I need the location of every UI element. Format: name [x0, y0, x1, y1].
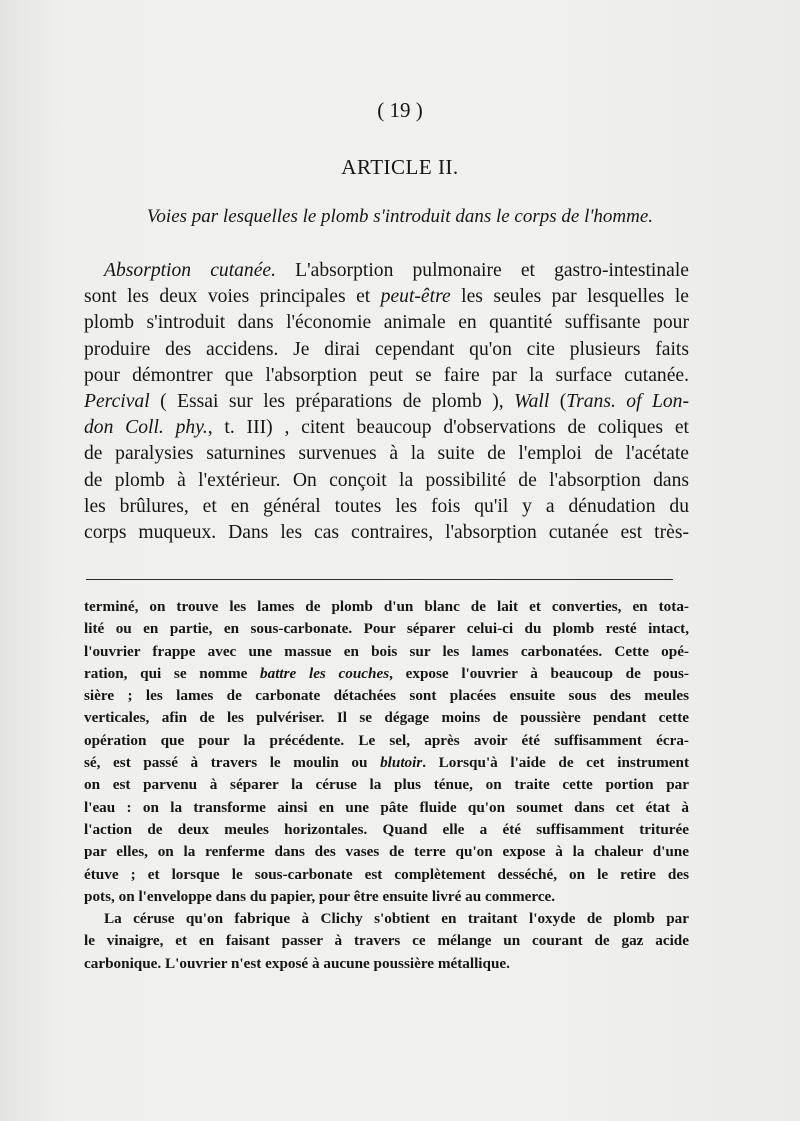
text-segment: on est parvenu à séparer la céruse la plus ténue, on traite cette portion par: [84, 776, 689, 794]
text-segment: pots, on l'enveloppe dans du papier, pour être ensuite livré au commerce.: [84, 887, 556, 905]
footnote-divider: [86, 579, 673, 580]
main-paragraph: [84, 258, 689, 546]
text-segment: ( Essai sur les préparations de plomb ),: [149, 391, 515, 413]
main-line-1: [84, 284, 689, 310]
page-number: ( 19 ): [377, 98, 423, 122]
text-segment: La céruse qu'on fabrique à Clichy s'obtient en traitant l'oxyde de plomb par: [104, 910, 689, 928]
footnote-line-6: [84, 730, 689, 752]
text-segment: étuve ; et lorsque le sous-carbonate est complètement desséché, on le retire des: [84, 865, 689, 883]
main-lead: Absorption cutanée.: [104, 260, 277, 281]
main-line-3: [84, 337, 689, 363]
text-segment: plomb s'introduit dans l'économie animale en quantité suffisante pour: [84, 312, 689, 334]
italic-text: don Coll. phy.: [84, 417, 208, 439]
main-line-5: [84, 389, 689, 415]
text-segment: sont les deux voies principales et: [84, 286, 381, 308]
footnote-line-1: [84, 618, 689, 640]
text-segment: pour démontrer que l'absorption peut se faire par la surface cutanée.: [84, 364, 689, 386]
text-segment: sé, est passé à travers le moulin ou: [84, 754, 381, 772]
text-segment: le vinaigre, et en faisant passer à travers ce mélange un courant de gaz acide: [84, 932, 689, 950]
footnote-line-3: [84, 663, 689, 685]
main-line-8: [84, 468, 689, 494]
text-segment: les seules par lesquelles le: [450, 286, 689, 308]
footnote-line-11: [84, 841, 689, 863]
text-segment: les brûlures, et en général toutes les fois qu'il y a dénudation du: [84, 495, 689, 517]
footnote-line-0: [84, 596, 689, 618]
footnote-p2-line-0: [84, 908, 689, 930]
main-line-0-text: L'absorption pulmonaire et gastro-intestinale: [276, 260, 690, 281]
footnote-line-5: [84, 707, 689, 729]
footnote-line-13: [84, 886, 689, 908]
footnote-line-8: [84, 774, 689, 796]
main-line-2: [84, 310, 689, 336]
main-line-6: [84, 415, 689, 441]
text-segment: (: [549, 391, 567, 413]
footnote-line-12: [84, 864, 689, 886]
text-segment: l'action de deux meules horizontales. Quand elle a été suffisamment triturée: [84, 820, 689, 838]
text-segment: , expose l'ouvrier à beaucoup de pous-: [389, 664, 689, 682]
text-segment: lité ou en partie, en sous-carbonate. Pour séparer celui-ci du plomb resté intact,: [84, 620, 689, 638]
text-segment: , t. III) , citent beaucoup d'observations de coliques et: [207, 417, 689, 439]
text-segment: . Lorsqu'à l'aide de cet instrument: [422, 754, 690, 772]
article-heading: ARTICLE II.: [341, 155, 459, 179]
footnote-line-2: [84, 641, 689, 663]
main-line-10: [84, 520, 689, 546]
text-segment: verticales, afin de les pulvériser. Il se dégage moins de poussière pendant cette: [84, 709, 689, 727]
text-segment: ration, qui se nomme: [84, 664, 261, 682]
footnote-line-7: [84, 752, 689, 774]
text-segment: corps muqueux. Dans les cas contraires, l'absorption cutanée est très-: [84, 522, 689, 544]
italic-text: Wall: [514, 391, 550, 413]
italic-text: blutoir: [380, 754, 423, 772]
main-line-4: [84, 363, 689, 389]
footnote-p2-line-2: [84, 953, 689, 975]
text-segment: terminé, on trouve les lames de plomb d'un blanc de lait et converties, en tota-: [84, 598, 689, 615]
footnote-line-4: [84, 685, 689, 707]
main-line-0: [84, 258, 689, 284]
text-segment: carbonique. L'ouvrier n'est exposé à aucune poussière métallique.: [84, 954, 510, 972]
italic-text: Percival: [84, 391, 150, 413]
footnote-line-10: [84, 819, 689, 841]
text-segment: de plomb à l'extérieur. On conçoit la possibilité de l'absorption dans: [84, 469, 689, 491]
text-segment: sière ; les lames de carbonate détachées sont placées ensuite sous des meules: [84, 687, 689, 705]
article-subheading: Voies par lesquelles le plomb s'introduit dans le corps de l'homme.: [146, 206, 654, 227]
main-line-7: [84, 441, 689, 467]
italic-text: Trans. of Lon-: [566, 391, 689, 413]
text-segment: par elles, on la renferme dans des vases de terre qu'on expose à la chaleur d'une: [84, 843, 689, 861]
footnote-block: [84, 596, 689, 975]
italic-text: battre les couches: [260, 664, 390, 682]
text-segment: opération que pour la précédente. Le sel, après avoir été suffisamment écra-: [84, 731, 689, 749]
text-segment: l'ouvrier frappe avec une massue en bois sur les lames carbonatées. Cette opé-: [84, 642, 689, 660]
text-segment: de paralysies saturnines survenues à la suite de l'emploi de l'acétate: [84, 443, 689, 465]
main-line-9: [84, 494, 689, 520]
text-segment: l'eau : on la transforme ainsi en une pâte fluide qu'on soumet dans cet état à: [84, 798, 689, 816]
footnote-p2-line-1: [84, 930, 689, 952]
text-segment: produire des accidens. Je dirai cependant qu'on cite plusieurs faits: [84, 338, 689, 360]
footnote-line-9: [84, 797, 689, 819]
italic-text: peut-être: [380, 286, 451, 308]
